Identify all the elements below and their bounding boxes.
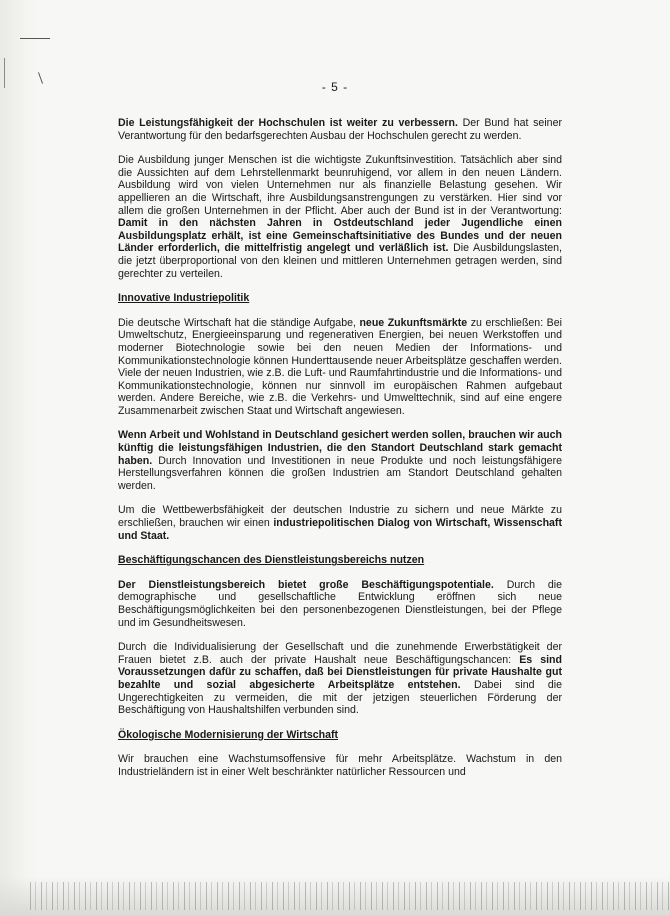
scan-left-edge (0, 0, 38, 916)
section-heading: Beschäftigungschancen des Dienstleistungsbereichs nutzen (118, 554, 425, 567)
text-run: Durch Innovation und Investitionen in neue Produkte und noch leistungsfähigere Herstellungsverfahren können die großen Industrien am Standort Deutschland gehalten werden. (118, 454, 562, 492)
paragraph (118, 641, 562, 717)
paragraph (118, 579, 562, 629)
bold-text: Wenn Arbeit und Wohlstand in Deutschland gesichert werden sollen, brauchen wir auch künftig die leistungsfähigen Industrien, die den Standort Deutschland stark gemacht haben. (118, 429, 562, 467)
bold-text: Es sind Voraussetzungen dafür zu schaffen, daß bei Dienstleistungen für private Haushalte gut bezahlte und sozial abgesicherte Arbeitsplätze entstehen. (118, 653, 562, 691)
text-run: Die Ausbildungslasten, die jetzt überproportional von den kleinen und mittleren Unternehmen getragen werden, sind gerechter zu verteilen. (118, 242, 562, 280)
text-run: Der Bund hat seiner Verantwortung für den bedarfsgerechten Ausbau der Hochschulen gerecht zu werden. (118, 117, 562, 142)
bold-text: Die Leistungsfähigkeit der Hochschulen ist weiter zu verbessern. (118, 117, 458, 129)
text-run: Durch die Individualisierung der Gesellschaft und die zunehmende Erwerbstätigkeit der Frauen bietet z.B. auch der private Haushalt neue Beschäftigungschancen: (118, 641, 562, 666)
text-run: Die deutsche Wirtschaft hat die ständige Aufgabe, (118, 316, 360, 329)
paragraph (118, 504, 562, 542)
paragraph (118, 317, 562, 418)
document-body (118, 117, 562, 791)
bold-text: Der Dienstleistungsbereich bietet große Beschäftigungspotentiale. (118, 578, 494, 591)
text-run: Um die Wettbewerbsfähigkeit der deutschen Industrie zu sichern und neue Märkte zu erschließen, brauchen wir einen (118, 504, 562, 530)
paragraph (118, 753, 562, 778)
section-heading: Innovative Industriepolitik (118, 292, 250, 305)
paragraph (118, 429, 562, 492)
page-number: - 5 - (321, 80, 349, 94)
bold-text: neue Zukunftsmärkte (359, 316, 468, 329)
scan-artifact-mark (20, 38, 50, 39)
text-run: Wir brauchen eine Wachstumsoffensive für mehr Arbeitsplätze. Wachstum in den Industrieländern ist in einer Welt beschränkter natürlicher Ressourcen und (118, 753, 562, 778)
text-run: Die Ausbildung junger Menschen ist die wichtigste Zukunftsinvestition. Tatsächlich aber sind die Aussichten auf dem Lehrstellenmarkt beunruhigend, vor allem in den neuen Ländern. Ausbildung wird von vielen Unternehmen nur als finanzielle Belastung gesehen. Wir appellieren an die Wirtschaft, ihre Ausbildungsanstrengungen zu verstärken. Hier sind vor allem die großen Unternehmen in der Pflicht. Aber auch der Bund ist in der Verantwortung: (118, 154, 562, 217)
section-heading: Ökologische Modernisierung der Wirtschaft (118, 728, 339, 741)
text-run: zu erschließen: Bei Umweltschutz, Energieeinsparung und regenerativen Energien, bei neuen Werkstoffen und moderner Biotechnologie sowie bei den neuen Medien der Informations- und Kommunikationstechnologie können Hunderttausende neuer Arbeitsplätze geschaffen werden. Viele der neuen Industrien, wie z.B. die Luft- und Raumfahrtindustrie und die Informations- und Kommunikationstechnologie, können nur sinnvoll im europäischen Rahmen aufgebaut werden. Andere Bereiche, wie z.B. die Verkehrs- und Umwelttechnik, sind auf eine engere Zusammenarbeit zwischen Staat und Wirtschaft angewiesen. (118, 316, 562, 417)
bold-text: industriepolitischen Dialog von Wirtschaft, Wissenschaft und Staat. (118, 517, 562, 542)
text-run: Dabei sind die Ungerechtigkeiten zu vermeiden, die mit der jetzigen steuerlichen Förderung der Beschäftigung von Haushaltshilfen verbunden sind. (118, 678, 562, 717)
text-run: Durch die demographische und gesellschaftliche Entwicklung eröffnen sich neue Beschäftigungsmöglichkeiten bei den personenbezogenen Dienstleistungen, bei der Pflege und im Gesundheitswesen. (118, 578, 562, 629)
scan-bottom-noise (30, 882, 670, 910)
paragraph (118, 117, 562, 142)
paragraph (118, 154, 562, 280)
bold-text: Damit in den nächsten Jahren in Ostdeutschland jeder Jugendliche einen Ausbildungsplatz erhält, ist eine Gemeinschaftsinitiative des Bundes und der neuen Länder erforderlich, die mittelfristig angelegt und verläßlich ist. (118, 217, 562, 255)
